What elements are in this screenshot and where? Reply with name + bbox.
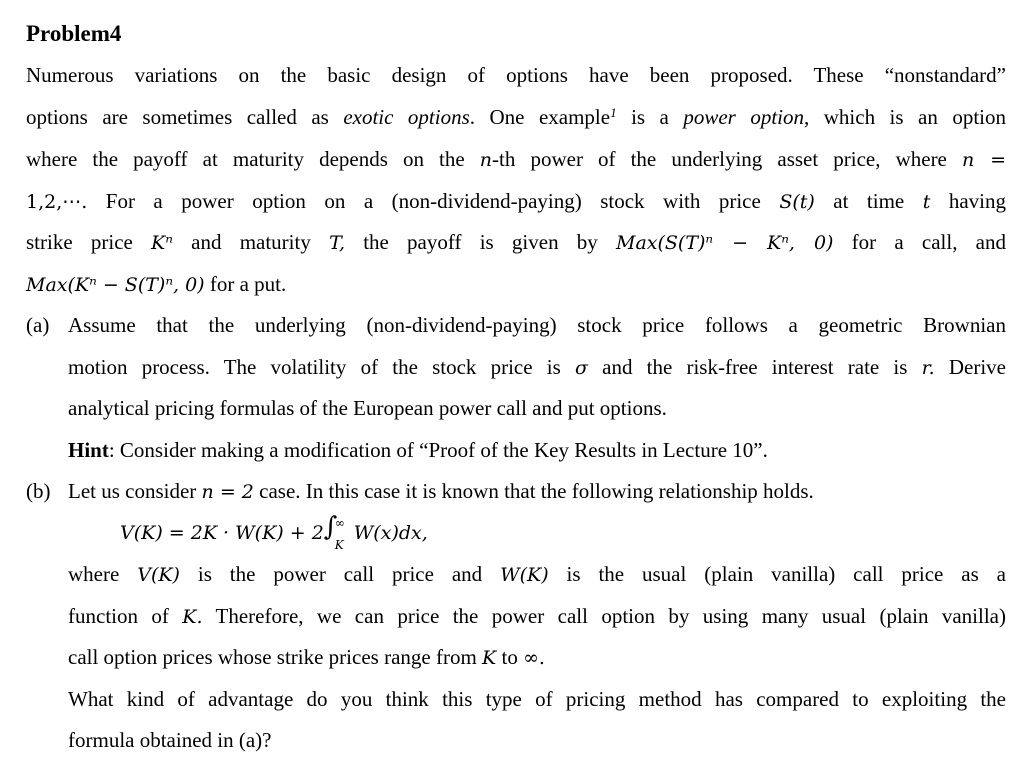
math-w-of-k: W(K) [500,564,549,586]
intro-line-5 [26,228,1006,257]
part-b-line-4 [68,643,545,672]
math-T: T, [329,232,345,254]
text: For a power option on a (non-dividend-paying) stock with price [87,189,780,213]
text: and the risk-free interest rate is [587,355,922,379]
math-v-of-k: V(K) [137,564,180,586]
part-b-label: (b) [26,479,51,503]
intro-line-3 [26,145,1006,174]
math-k: K [482,647,497,669]
text: What kind of advantage do you think this type of pricing method has compared to exploiting the [68,687,1006,711]
intro-line-2 [26,103,1006,131]
part-b-line-5 [68,685,1006,713]
text: , which is an option [804,105,1006,129]
equation-right: W(x)dx, [353,522,428,544]
integral [323,512,354,552]
part-b-line-3 [68,602,1006,631]
text: to [496,645,524,669]
text: is the usual (plain vanilla) call price as a [548,562,1006,586]
math-t: t [922,191,931,213]
math-n-equals-2: n = 2 [201,481,254,503]
text: function of [68,604,183,628]
equation-left: V(K) = 2K · W(K) + 2 [120,522,324,544]
text: Derive [934,355,1006,379]
hint-text: : Consider making a modification of “Proof of the Key Results in Lecture 10”. [108,438,768,462]
text: for a put. [204,272,287,296]
math-call-payoff: Max(S(T)ⁿ − Kⁿ, 0) [615,232,834,254]
text: case. In this case it is known that the following relationship holds. [253,479,814,503]
intro-line-6 [26,270,286,299]
text: where [68,562,138,586]
math-put-payoff: Max(Kⁿ − S(T)ⁿ, 0) [26,274,205,296]
part-b-line-2 [68,560,1006,589]
math-sigma: σ [574,357,588,379]
math-k: K. [182,606,203,628]
term-exotic-options: exotic options [343,105,470,129]
equation [120,512,428,552]
problem-title: Problem4 [26,21,122,46]
part-b-line-6: formula obtained in (a)? [68,728,272,752]
math-s-of-t: S(t) [779,191,815,213]
math-sequence: 1,2,⋯. [26,191,88,213]
integral-sign: ∫ [323,512,338,542]
text: Therefore, we can price the power call option by using many usual (plain vanilla) [202,604,1006,628]
text: strike price [26,230,152,254]
text: is the power call price and [179,562,501,586]
text: motion process. The volatility of the stock price is [68,355,575,379]
math-n: n [479,149,493,171]
part-a-line-1 [68,311,1006,339]
part-a-hint [68,436,768,464]
intro-line-1 [26,61,1006,89]
part-a-label: (a) [26,313,50,337]
text: . One example [469,105,611,129]
text: the payoff is given by [344,230,616,254]
intro-line-4 [26,187,1006,216]
text: for a call, and [833,230,1006,254]
math-r: r. [921,357,935,379]
math-infinity: ∞. [523,647,545,669]
text: options are sometimes called as [26,105,344,129]
text: -th power of the underlying asset price, where [492,147,962,171]
integral-lower-limit: K [334,538,344,552]
hint-label: Hint [68,438,109,462]
term-power-option: power option [683,105,805,129]
part-a-line-2 [68,353,1006,382]
text: call option prices whose strike prices range from [68,645,483,669]
part-b-line-1 [68,477,814,506]
text: where the payoff at maturity depends on the [26,147,480,171]
math-k-n: Kⁿ [151,232,173,254]
text: Let us consider [68,479,202,503]
part-a-line-3: analytical pricing formulas of the European power call and put options. [68,396,667,420]
text: Numerous variations on the basic design of options have been proposed. These “nonstandard” [26,63,1006,87]
text: and maturity [172,230,330,254]
text: Assume that the underlying (non-dividend-paying) stock price follows a geometric Brownian [68,313,1006,337]
footnote-mark: 1 [610,105,617,120]
text: having [930,189,1007,213]
integral-upper-limit: ∞ [334,516,345,530]
text: at time [814,189,923,213]
math-n-equals: n = [961,149,1006,171]
text: is a [616,105,684,129]
